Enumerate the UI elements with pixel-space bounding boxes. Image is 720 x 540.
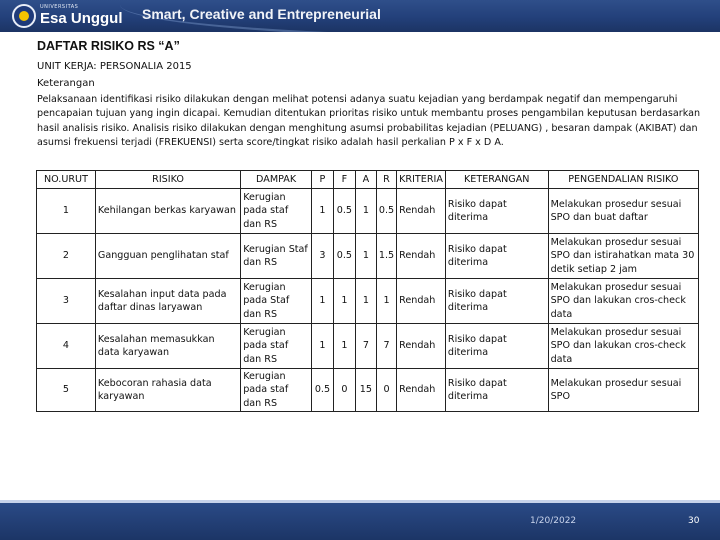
cell-kriteria: Rendah [397,324,446,369]
cell-f: 1 [333,279,355,324]
cell-a: 1 [355,189,376,234]
page-title: DAFTAR RISIKO RS “A” [37,39,180,53]
footer-date: 1/20/2022 [530,516,577,526]
cell-pengendalian: Melakukan prosedur sesuai SPO [548,369,698,412]
cell-r: 0 [376,369,396,412]
cell-keterangan: Risiko dapat diterima [445,279,548,324]
cell-dampak: Kerugian pada staf dan RS [241,369,312,412]
header-risiko: RISIKO [95,171,240,189]
tagline: Smart, Creative and Entrepreneurial [142,6,381,22]
header-keterangan: KETERANGAN [445,171,548,189]
header-f: F [333,171,355,189]
cell-pengendalian: Melakukan prosedur sesuai SPO dan istirahatkan mata 30 detik setiap 2 jam [548,234,698,279]
table-header-row [37,171,699,189]
cell-a: 7 [355,324,376,369]
cell-kriteria: Rendah [397,234,446,279]
cell-f: 0.5 [333,234,355,279]
cell-kriteria: Rendah [397,189,446,234]
cell-pengendalian: Melakukan prosedur sesuai SPO dan lakukan cros-check data [548,279,698,324]
slide-number: 30 [688,516,700,526]
logo-emblem-icon [12,4,36,28]
cell-p: 1 [311,279,333,324]
cell-r: 1.5 [376,234,396,279]
table-row [37,369,699,412]
cell-kriteria: Rendah [397,279,446,324]
header-banner [0,0,720,32]
footer-bar [0,503,720,540]
header-r: R [376,171,396,189]
cell-f: 0.5 [333,189,355,234]
cell-p: 1 [311,324,333,369]
header-kriteria: KRITERIA [397,171,446,189]
university-logo [12,3,130,29]
cell-risiko: Kesalahan memasukkan data karyawan [95,324,240,369]
header-pengendalian: PENGENDALIAN RISIKO [548,171,698,189]
table-row [37,189,699,234]
cell-a: 1 [355,279,376,324]
header-a: A [355,171,376,189]
cell-p: 1 [311,189,333,234]
cell-dampak: Kerugian pada staf dan RS [241,189,312,234]
table-row [37,324,699,369]
cell-no: 2 [37,234,96,279]
cell-dampak: Kerugian pada staf dan RS [241,324,312,369]
cell-r: 0.5 [376,189,396,234]
cell-no: 5 [37,369,96,412]
cell-keterangan: Risiko dapat diterima [445,234,548,279]
cell-r: 7 [376,324,396,369]
cell-f: 1 [333,324,355,369]
cell-p: 0.5 [311,369,333,412]
cell-r: 1 [376,279,396,324]
cell-no: 1 [37,189,96,234]
cell-pengendalian: Melakukan prosedur sesuai SPO dan lakukan cros-check data [548,324,698,369]
cell-risiko: Kehilangan berkas karyawan [95,189,240,234]
cell-risiko: Gangguan penglihatan staf [95,234,240,279]
keterangan-label: Keterangan [37,78,95,89]
header-p: P [311,171,333,189]
cell-no: 4 [37,324,96,369]
cell-kriteria: Rendah [397,369,446,412]
cell-f: 0 [333,369,355,412]
logo-name: Esa Unggul [40,10,123,27]
description-paragraph: Pelaksanaan identifikasi risiko dilakukan dengan melihat potensi adanya suatu kejadian yang berdampak negatif dan mempengaruhi pencapaian tujuan yang ingin dicapai. Kemudian ditentukan prioritas risiko untuk membantu proses pengambilan keputusan berdasarkan hasil analisis risiko. Analisis risiko dilakukan dengan menghitung asumsi probabilitas kejadian (PELUANG) , besaran dampak (AKIBAT) dan asumsi frekuensi terjadi (FREKUENSI) serta score/tingkat risiko adalah hasil perkalian P x F x D A. [37,94,701,148]
cell-keterangan: Risiko dapat diterima [445,324,548,369]
header-dampak: DAMPAK [241,171,312,189]
cell-dampak: Kerugian Staf dan RS [241,234,312,279]
risk-table [36,170,699,412]
table-row [37,234,699,279]
cell-a: 1 [355,234,376,279]
cell-no: 3 [37,279,96,324]
cell-risiko: Kesalahan input data pada daftar dinas laryawan [95,279,240,324]
cell-pengendalian: Melakukan prosedur sesuai SPO dan buat daftar [548,189,698,234]
header-no: NO.URUT [37,171,96,189]
cell-a: 15 [355,369,376,412]
cell-risiko: Kebocoran rahasia data karyawan [95,369,240,412]
table-row [37,279,699,324]
cell-keterangan: Risiko dapat diterima [445,369,548,412]
cell-keterangan: Risiko dapat diterima [445,189,548,234]
unit-kerja: UNIT KERJA: PERSONALIA 2015 [37,61,192,72]
cell-dampak: Kerugian pada Staf dan RS [241,279,312,324]
logo-university-label: UNIVERSITAS [40,4,79,10]
cell-p: 3 [311,234,333,279]
